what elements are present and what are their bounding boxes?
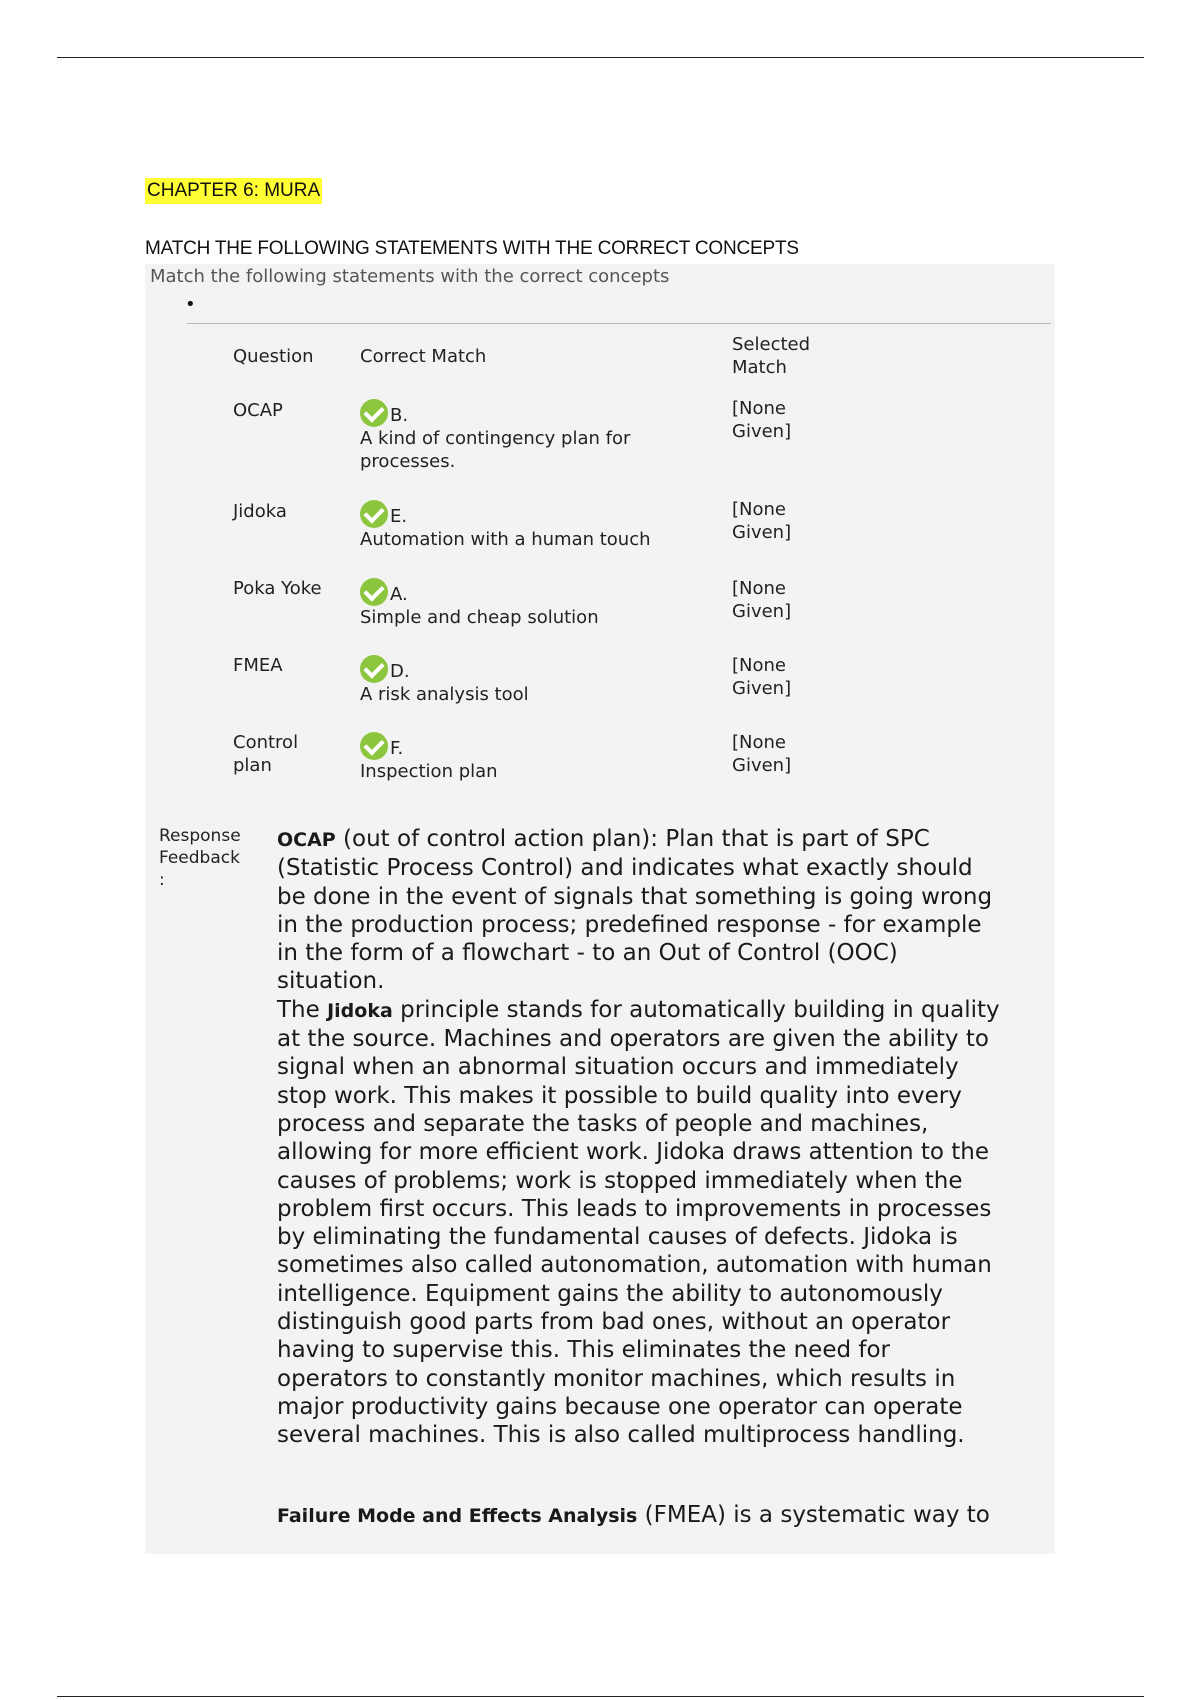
question-panel [145,264,1055,1554]
footer-rule [57,1696,1144,1697]
match-letter: F. [390,738,404,759]
row-question: FMEA [233,655,283,676]
match-letter: E. [390,506,408,527]
fmea-paragraph: Failure Mode and Effects Analysis (FMEA) is a systematic way to [277,1502,990,1528]
row-correct-match: D. A risk analysis tool [360,655,700,706]
row-correct-match: F. Inspection plan [360,732,700,783]
row-selected-match: [None Given] [732,499,792,543]
match-letter: D. [390,661,410,682]
row-selected-match: [None Given] [732,655,792,699]
row-selected-match: [None Given] [732,578,792,622]
row-selected-match: [None Given] [732,732,792,776]
check-icon [360,732,388,760]
row-question: Poka Yoke [233,578,322,599]
row-selected-match: [None Given] [732,398,792,442]
chapter-title: CHAPTER 6: MURA [145,178,322,204]
column-header-correct-match: Correct Match [360,346,487,367]
check-icon [360,578,388,606]
term-ocap: OCAP [277,829,336,851]
question-instructions: Match the following statements with the correct concepts [150,266,670,287]
row-correct-match: B. A kind of contingency plan for processes. [360,399,700,473]
response-feedback-label: Response Feedback : [159,826,241,890]
match-letter: B. [390,405,409,426]
column-header-selected-match: Selected Match [732,334,811,378]
section-heading: MATCH THE FOLLOWING STATEMENTS WITH THE CORRECT CONCEPTS [145,238,799,259]
check-icon [360,655,388,683]
check-icon [360,399,388,427]
column-header-question: Question [233,346,314,367]
response-feedback-text: OCAP (out of control action plan): Plan that is part of SPC (Statistic Process Control) and indicates what exactly should be done in the event of signals that something is going wrong in the production process; predefined response - for example in the form of a flowchart - to an Out of Control (OOC) situation. The Jidoka principle stands for automatically building in quality at the source. Machines and operators are given the ability to signal when an abnormal situation occurs and immediately stop work. This makes it possible to build quality into every process and separate the tasks of people and machines, allowing for more efficient work. Jidoka draws attention to the causes of problems; work is stopped immediately when the problem first occurs. This leads to improvements in processes by eliminating the fundamental causes of defects. Jidoka is sometimes also called autonomation, automation with human intelligence. Equipment gains the ability to autonomously distinguish good parts from bad ones, without an operator having to supervise this. This eliminates the need for operators to constantly monitor machines, which results in major productivity gains because one operator can operate several machines. This is also called multiprocess handling. [277,826,1000,1449]
list-bullet: • [185,294,196,315]
row-correct-match: A. Simple and cheap solution [360,578,700,629]
term-jidoka: Jidoka [327,999,393,1022]
row-question: Control plan [233,732,299,776]
header-rule [57,57,1144,58]
row-question: OCAP [233,400,283,421]
row-question: Jidoka [233,501,287,522]
divider [187,323,1051,324]
term-fmea: Failure Mode and Effects Analysis [277,1505,638,1527]
row-correct-match: E. Automation with a human touch [360,500,700,551]
match-letter: A. [390,584,408,605]
check-icon [360,500,388,528]
